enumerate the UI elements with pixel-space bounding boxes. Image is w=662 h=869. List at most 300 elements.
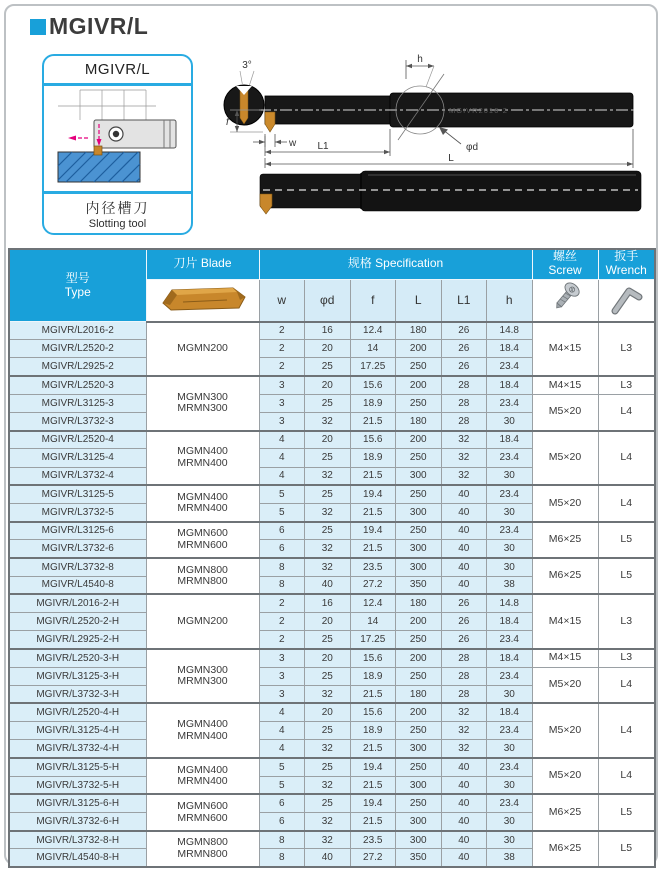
spec-L-cell: 180 bbox=[396, 685, 442, 703]
spec-L-cell: 250 bbox=[396, 485, 442, 503]
w-dimension bbox=[253, 134, 297, 149]
table-row bbox=[9, 558, 655, 576]
screw-header-cn: 螺丝 bbox=[552, 249, 577, 264]
spec-h-cell: 30 bbox=[487, 685, 533, 703]
spec-w-cell: 4 bbox=[259, 431, 305, 449]
spec-L1-cell: 32 bbox=[441, 740, 487, 758]
spec-column-header: 规格 Specification bbox=[259, 249, 532, 279]
screw-cell: M5×20 bbox=[532, 394, 598, 430]
slotting-application-drawing bbox=[44, 86, 191, 186]
spec-h-cell: 23.4 bbox=[487, 449, 533, 467]
spec-L1-cell: 28 bbox=[441, 376, 487, 394]
spec-d-cell: 25 bbox=[305, 722, 351, 740]
spec-w-cell: 3 bbox=[259, 667, 305, 685]
spec-d-cell: 25 bbox=[305, 394, 351, 412]
blade-cell: MGMN400 MRMN400 bbox=[146, 703, 259, 758]
spec-L-cell: 300 bbox=[396, 813, 442, 831]
type-cell: MGIVR/L3732-5-H bbox=[9, 776, 146, 794]
spec-L-cell: 300 bbox=[396, 831, 442, 849]
blade-cell: MGMN600 MRMN600 bbox=[146, 522, 259, 558]
spec-d-cell: 20 bbox=[305, 703, 351, 721]
screw-cell: M6×25 bbox=[532, 522, 598, 558]
spec-h-cell: 18.4 bbox=[487, 649, 533, 667]
wrench-cell: L5 bbox=[598, 558, 655, 594]
screw-cell: M5×20 bbox=[532, 485, 598, 521]
type-cell: MGIVR/L3732-8 bbox=[9, 558, 146, 576]
spec-L-cell: 250 bbox=[396, 449, 442, 467]
blade-cell: MGMN300 MRMN300 bbox=[146, 376, 259, 431]
grooving-insert-image bbox=[153, 281, 253, 315]
spec-w-cell: 2 bbox=[259, 322, 305, 340]
spec-d-cell: 25 bbox=[305, 631, 351, 649]
l1-label: L1 bbox=[317, 141, 329, 152]
wrench-cell: L5 bbox=[598, 522, 655, 558]
spec-L-cell: 200 bbox=[396, 613, 442, 631]
spec-f-cell: 27.2 bbox=[350, 849, 396, 867]
spec-f-cell: 19.4 bbox=[350, 522, 396, 540]
spec-d-cell: 32 bbox=[305, 503, 351, 521]
spec-L1-cell: 26 bbox=[441, 613, 487, 631]
spec-L-cell: 250 bbox=[396, 758, 442, 776]
table-row bbox=[9, 758, 655, 776]
spec-f-cell: 21.5 bbox=[350, 503, 396, 521]
spec-w-cell: 4 bbox=[259, 449, 305, 467]
spec-f-cell: 23.5 bbox=[350, 558, 396, 576]
spec-w-cell: 6 bbox=[259, 522, 305, 540]
blade-cell: MGMN600 MRMN600 bbox=[146, 794, 259, 830]
spec-w-cell: 8 bbox=[259, 849, 305, 867]
spec-h-cell: 23.4 bbox=[487, 522, 533, 540]
spec-h-cell: 30 bbox=[487, 540, 533, 558]
spec-h-cell: 14.8 bbox=[487, 594, 533, 612]
spec-L1-cell: 40 bbox=[441, 522, 487, 540]
spec-f-cell: 19.4 bbox=[350, 485, 396, 503]
table-row bbox=[9, 485, 655, 503]
wrench-cell: L3 bbox=[598, 376, 655, 394]
table-row bbox=[9, 594, 655, 612]
spec-w-cell: 4 bbox=[259, 703, 305, 721]
spec-L-cell: 250 bbox=[396, 794, 442, 812]
spec-f-cell: 12.4 bbox=[350, 594, 396, 612]
spec-w-cell: 2 bbox=[259, 631, 305, 649]
spec-h-cell: 30 bbox=[487, 740, 533, 758]
tool-end-view bbox=[224, 60, 264, 125]
spec-L1-cell: 28 bbox=[441, 394, 487, 412]
screw-column-header bbox=[532, 249, 598, 279]
type-cell: MGIVR/L3125-3-H bbox=[9, 667, 146, 685]
spec-f-cell: 15.6 bbox=[350, 649, 396, 667]
screw-cell: M6×25 bbox=[532, 794, 598, 830]
spec-d-cell: 25 bbox=[305, 667, 351, 685]
spec-d-cell: 20 bbox=[305, 613, 351, 631]
tool-dimension-drawing bbox=[203, 52, 658, 170]
spec-d-cell: 20 bbox=[305, 431, 351, 449]
col-header-L1: L1 bbox=[441, 279, 487, 322]
wrench-header-cn: 扳手 bbox=[614, 249, 639, 264]
spec-table-body bbox=[9, 322, 655, 868]
spec-L1-cell: 40 bbox=[441, 576, 487, 594]
type-header-cn: 型号 bbox=[65, 270, 90, 285]
spec-h-cell: 23.4 bbox=[487, 722, 533, 740]
type-cell: MGIVR/L3125-6 bbox=[9, 522, 146, 540]
spec-f-cell: 27.2 bbox=[350, 576, 396, 594]
spec-L1-cell: 26 bbox=[441, 631, 487, 649]
screw-cell: M4×15 bbox=[532, 376, 598, 394]
spec-f-cell: 21.5 bbox=[350, 412, 396, 430]
spec-f-cell: 18.9 bbox=[350, 394, 396, 412]
spec-f-cell: 19.4 bbox=[350, 758, 396, 776]
spec-w-cell: 5 bbox=[259, 485, 305, 503]
spec-d-cell: 32 bbox=[305, 412, 351, 430]
spec-d-cell: 25 bbox=[305, 358, 351, 376]
spec-d-cell: 32 bbox=[305, 558, 351, 576]
spec-d-cell: 32 bbox=[305, 467, 351, 485]
spec-L-cell: 180 bbox=[396, 594, 442, 612]
spec-w-cell: 5 bbox=[259, 776, 305, 794]
spec-L1-cell: 32 bbox=[441, 722, 487, 740]
screw-icon-cell bbox=[532, 279, 598, 322]
page-title-row bbox=[30, 13, 148, 40]
spec-L1-cell: 40 bbox=[441, 485, 487, 503]
spec-L1-cell: 28 bbox=[441, 649, 487, 667]
spec-d-cell: 40 bbox=[305, 849, 351, 867]
table-row bbox=[9, 322, 655, 340]
screw-cell: M4×15 bbox=[532, 594, 598, 649]
spec-w-cell: 4 bbox=[259, 740, 305, 758]
table-row bbox=[9, 394, 655, 412]
type-cell: MGIVR/L3125-3 bbox=[9, 394, 146, 412]
spec-L1-cell: 32 bbox=[441, 703, 487, 721]
spec-L1-cell: 40 bbox=[441, 776, 487, 794]
spec-f-cell: 23.5 bbox=[350, 831, 396, 849]
spec-L-cell: 300 bbox=[396, 503, 442, 521]
spec-d-cell: 32 bbox=[305, 831, 351, 849]
spec-f-cell: 21.5 bbox=[350, 740, 396, 758]
spec-h-cell: 23.4 bbox=[487, 667, 533, 685]
blade-cell: MGMN200 bbox=[146, 322, 259, 377]
spec-h-cell: 38 bbox=[487, 849, 533, 867]
spec-d-cell: 40 bbox=[305, 576, 351, 594]
spec-d-cell: 32 bbox=[305, 813, 351, 831]
spec-f-cell: 14 bbox=[350, 613, 396, 631]
spec-f-cell: 21.5 bbox=[350, 776, 396, 794]
spec-L1-cell: 26 bbox=[441, 358, 487, 376]
title-bullet-square bbox=[30, 19, 46, 35]
h-dimension bbox=[406, 54, 434, 87]
spec-w-cell: 8 bbox=[259, 558, 305, 576]
workpiece bbox=[58, 152, 140, 182]
spec-h-cell: 30 bbox=[487, 813, 533, 831]
spec-f-cell: 21.5 bbox=[350, 540, 396, 558]
table-row bbox=[9, 522, 655, 540]
caption-english: Slotting tool bbox=[88, 218, 147, 230]
screw-cell: M5×20 bbox=[532, 667, 598, 703]
spec-d-cell: 20 bbox=[305, 649, 351, 667]
spec-d-cell: 25 bbox=[305, 485, 351, 503]
screw-header-en: Screw bbox=[548, 263, 582, 278]
specification-table bbox=[8, 248, 656, 868]
screw-cell: M4×15 bbox=[532, 649, 598, 667]
spec-L-cell: 200 bbox=[396, 376, 442, 394]
type-cell: MGIVR/L2520-3 bbox=[9, 376, 146, 394]
spec-L-cell: 200 bbox=[396, 703, 442, 721]
table-row bbox=[9, 667, 655, 685]
spec-h-cell: 18.4 bbox=[487, 340, 533, 358]
spec-h-cell: 30 bbox=[487, 467, 533, 485]
spec-f-cell: 12.4 bbox=[350, 322, 396, 340]
blade-cell: MGMN300 MRMN300 bbox=[146, 649, 259, 704]
spec-d-cell: 16 bbox=[305, 594, 351, 612]
spec-d-cell: 32 bbox=[305, 685, 351, 703]
insert-tip bbox=[94, 146, 102, 155]
blade-cell: MGMN800 MRMN800 bbox=[146, 831, 259, 867]
spec-w-cell: 3 bbox=[259, 649, 305, 667]
spec-w-cell: 3 bbox=[259, 394, 305, 412]
spec-w-cell: 2 bbox=[259, 594, 305, 612]
table-row bbox=[9, 703, 655, 721]
type-cell: MGIVR/L3732-3 bbox=[9, 412, 146, 430]
spec-L-cell: 180 bbox=[396, 322, 442, 340]
tool-photo bbox=[246, 158, 656, 222]
tool-holder bbox=[94, 120, 176, 155]
wrench-cell: L4 bbox=[598, 667, 655, 703]
blade-insert-cell bbox=[146, 279, 259, 322]
type-cell: MGIVR/L2520-4-H bbox=[9, 703, 146, 721]
spec-d-cell: 20 bbox=[305, 340, 351, 358]
spec-L-cell: 250 bbox=[396, 358, 442, 376]
screw-cell: M4×15 bbox=[532, 322, 598, 377]
spec-L-cell: 350 bbox=[396, 576, 442, 594]
spec-h-cell: 30 bbox=[487, 503, 533, 521]
screw-cell: M6×25 bbox=[532, 558, 598, 594]
spec-w-cell: 3 bbox=[259, 685, 305, 703]
info-box-caption bbox=[44, 191, 191, 235]
spec-h-cell: 23.4 bbox=[487, 794, 533, 812]
table-row bbox=[9, 431, 655, 449]
spec-L-cell: 300 bbox=[396, 740, 442, 758]
blade-cell: MGMN800 MRMN800 bbox=[146, 558, 259, 594]
spec-w-cell: 4 bbox=[259, 467, 305, 485]
screw-cell: M5×20 bbox=[532, 758, 598, 794]
col-header-w: w bbox=[259, 279, 305, 322]
wrench-column-header bbox=[598, 249, 655, 279]
spec-h-cell: 18.4 bbox=[487, 703, 533, 721]
spec-L1-cell: 40 bbox=[441, 540, 487, 558]
w-label: w bbox=[289, 138, 297, 149]
spec-w-cell: 3 bbox=[259, 376, 305, 394]
l1-dimension bbox=[265, 129, 390, 156]
screw-cell: M5×20 bbox=[532, 431, 598, 486]
spec-L1-cell: 26 bbox=[441, 340, 487, 358]
spec-h-cell: 23.4 bbox=[487, 485, 533, 503]
spec-L-cell: 200 bbox=[396, 649, 442, 667]
type-cell: MGIVR/L2520-2 bbox=[9, 340, 146, 358]
spec-L-cell: 250 bbox=[396, 394, 442, 412]
spec-d-cell: 25 bbox=[305, 449, 351, 467]
spec-d-cell: 25 bbox=[305, 794, 351, 812]
blade-cell: MGMN400 MRMN400 bbox=[146, 485, 259, 521]
spec-w-cell: 6 bbox=[259, 813, 305, 831]
spec-h-cell: 30 bbox=[487, 831, 533, 849]
spec-L1-cell: 28 bbox=[441, 667, 487, 685]
spec-h-cell: 23.4 bbox=[487, 758, 533, 776]
spec-f-cell: 15.6 bbox=[350, 376, 396, 394]
spec-L1-cell: 40 bbox=[441, 558, 487, 576]
h-label: h bbox=[417, 54, 423, 65]
spec-f-cell: 18.9 bbox=[350, 722, 396, 740]
spec-w-cell: 8 bbox=[259, 576, 305, 594]
type-cell: MGIVR/L3125-4 bbox=[9, 449, 146, 467]
spec-L1-cell: 32 bbox=[441, 431, 487, 449]
table-row bbox=[9, 376, 655, 394]
spec-f-cell: 14 bbox=[350, 340, 396, 358]
type-column-header bbox=[9, 249, 146, 322]
wrench-cell: L3 bbox=[598, 322, 655, 377]
col-header-d: φd bbox=[305, 279, 351, 322]
col-header-h: h bbox=[487, 279, 533, 322]
etched-model-text: MGIVR2016-2 bbox=[449, 106, 508, 115]
type-cell: MGIVR/L2520-2-H bbox=[9, 613, 146, 631]
type-cell: MGIVR/L3732-4 bbox=[9, 467, 146, 485]
type-cell: MGIVR/L4540-8-H bbox=[9, 849, 146, 867]
spec-L1-cell: 32 bbox=[441, 467, 487, 485]
page-title: MGIVR/L bbox=[49, 13, 149, 39]
type-cell: MGIVR/L3125-4-H bbox=[9, 722, 146, 740]
table-row bbox=[9, 831, 655, 849]
spec-L-cell: 250 bbox=[396, 667, 442, 685]
spec-d-cell: 25 bbox=[305, 758, 351, 776]
spec-h-cell: 18.4 bbox=[487, 431, 533, 449]
type-cell: MGIVR/L3125-5 bbox=[9, 485, 146, 503]
wrench-header-en: Wrench bbox=[605, 263, 647, 278]
info-box-title: MGIVR/L bbox=[44, 56, 191, 86]
f-label: f bbox=[226, 117, 229, 128]
spec-h-cell: 23.4 bbox=[487, 358, 533, 376]
blade-cell: MGMN400 MRMN400 bbox=[146, 758, 259, 794]
spec-L1-cell: 40 bbox=[441, 849, 487, 867]
spec-h-cell: 30 bbox=[487, 412, 533, 430]
spec-L-cell: 300 bbox=[396, 467, 442, 485]
l-label: L bbox=[448, 153, 454, 164]
gold-insert bbox=[260, 194, 272, 214]
type-cell: MGIVR/L3732-3-H bbox=[9, 685, 146, 703]
spec-d-cell: 25 bbox=[305, 522, 351, 540]
blade-cell: MGMN200 bbox=[146, 594, 259, 649]
angle-label: 3° bbox=[242, 60, 252, 71]
bar-side-view bbox=[259, 93, 637, 132]
spec-w-cell: 8 bbox=[259, 831, 305, 849]
spec-w-cell: 6 bbox=[259, 794, 305, 812]
spec-h-cell: 18.4 bbox=[487, 613, 533, 631]
type-cell: MGIVR/L4540-8 bbox=[9, 576, 146, 594]
spec-L1-cell: 40 bbox=[441, 813, 487, 831]
spec-L-cell: 300 bbox=[396, 558, 442, 576]
type-cell: MGIVR/L3732-5 bbox=[9, 503, 146, 521]
spec-d-cell: 32 bbox=[305, 540, 351, 558]
spec-h-cell: 30 bbox=[487, 776, 533, 794]
spec-f-cell: 21.5 bbox=[350, 813, 396, 831]
spec-w-cell: 5 bbox=[259, 503, 305, 521]
type-cell: MGIVR/L2016-2-H bbox=[9, 594, 146, 612]
wrench-cell: L4 bbox=[598, 431, 655, 486]
type-cell: MGIVR/L3732-6-H bbox=[9, 813, 146, 831]
wrench-cell: L5 bbox=[598, 794, 655, 830]
spec-d-cell: 16 bbox=[305, 322, 351, 340]
type-cell: MGIVR/L2520-4 bbox=[9, 431, 146, 449]
wrench-cell: L4 bbox=[598, 758, 655, 794]
type-cell: MGIVR/L3732-4-H bbox=[9, 740, 146, 758]
type-cell: MGIVR/L3732-6 bbox=[9, 540, 146, 558]
spec-L-cell: 300 bbox=[396, 540, 442, 558]
spec-f-cell: 18.9 bbox=[350, 449, 396, 467]
spec-L1-cell: 40 bbox=[441, 758, 487, 776]
spec-w-cell: 2 bbox=[259, 340, 305, 358]
spec-L1-cell: 40 bbox=[441, 794, 487, 812]
type-cell: MGIVR/L3732-8-H bbox=[9, 831, 146, 849]
spec-L1-cell: 26 bbox=[441, 322, 487, 340]
spec-w-cell: 2 bbox=[259, 358, 305, 376]
type-cell: MGIVR/L3125-5-H bbox=[9, 758, 146, 776]
spec-f-cell: 21.5 bbox=[350, 685, 396, 703]
spec-h-cell: 14.8 bbox=[487, 322, 533, 340]
spec-h-cell: 30 bbox=[487, 558, 533, 576]
spec-f-cell: 15.6 bbox=[350, 431, 396, 449]
type-cell: MGIVR/L2520-3-H bbox=[9, 649, 146, 667]
spec-w-cell: 4 bbox=[259, 722, 305, 740]
caption-chinese: 内径槽刀 bbox=[85, 200, 150, 216]
spec-f-cell: 21.5 bbox=[350, 467, 396, 485]
type-header-en: Type bbox=[64, 284, 91, 299]
spec-f-cell: 15.6 bbox=[350, 703, 396, 721]
blade-column-header: 刀片 Blade bbox=[146, 249, 259, 279]
wrench-cell: L3 bbox=[598, 649, 655, 667]
wrench-cell: L3 bbox=[598, 594, 655, 649]
spec-L-cell: 300 bbox=[396, 776, 442, 794]
tool-info-box bbox=[42, 54, 193, 235]
screw-cell: M5×20 bbox=[532, 703, 598, 758]
type-cell: MGIVR/L3125-6-H bbox=[9, 794, 146, 812]
hex-key-icon bbox=[606, 280, 646, 316]
spec-L-cell: 180 bbox=[396, 412, 442, 430]
gold-insert bbox=[265, 112, 275, 132]
spec-L1-cell: 40 bbox=[441, 503, 487, 521]
spec-w-cell: 3 bbox=[259, 412, 305, 430]
spec-h-cell: 18.4 bbox=[487, 376, 533, 394]
spec-L-cell: 350 bbox=[396, 849, 442, 867]
spec-L-cell: 250 bbox=[396, 631, 442, 649]
spec-f-cell: 18.9 bbox=[350, 667, 396, 685]
spec-h-cell: 23.4 bbox=[487, 631, 533, 649]
spec-w-cell: 6 bbox=[259, 540, 305, 558]
wrench-cell: L5 bbox=[598, 831, 655, 867]
phid-label: φd bbox=[466, 142, 479, 153]
spec-f-cell: 17.25 bbox=[350, 358, 396, 376]
spec-L1-cell: 40 bbox=[441, 831, 487, 849]
wrench-cell: L4 bbox=[598, 703, 655, 758]
type-cell: MGIVR/L2925-2 bbox=[9, 358, 146, 376]
application-diagram bbox=[44, 86, 191, 191]
blade-cell: MGMN400 MRMN400 bbox=[146, 431, 259, 486]
spec-L1-cell: 32 bbox=[441, 449, 487, 467]
spec-d-cell: 32 bbox=[305, 740, 351, 758]
spec-d-cell: 32 bbox=[305, 776, 351, 794]
screw-icon bbox=[545, 280, 585, 316]
spec-w-cell: 2 bbox=[259, 613, 305, 631]
spec-L1-cell: 28 bbox=[441, 685, 487, 703]
spec-d-cell: 20 bbox=[305, 376, 351, 394]
spec-L-cell: 250 bbox=[396, 522, 442, 540]
spec-f-cell: 19.4 bbox=[350, 794, 396, 812]
